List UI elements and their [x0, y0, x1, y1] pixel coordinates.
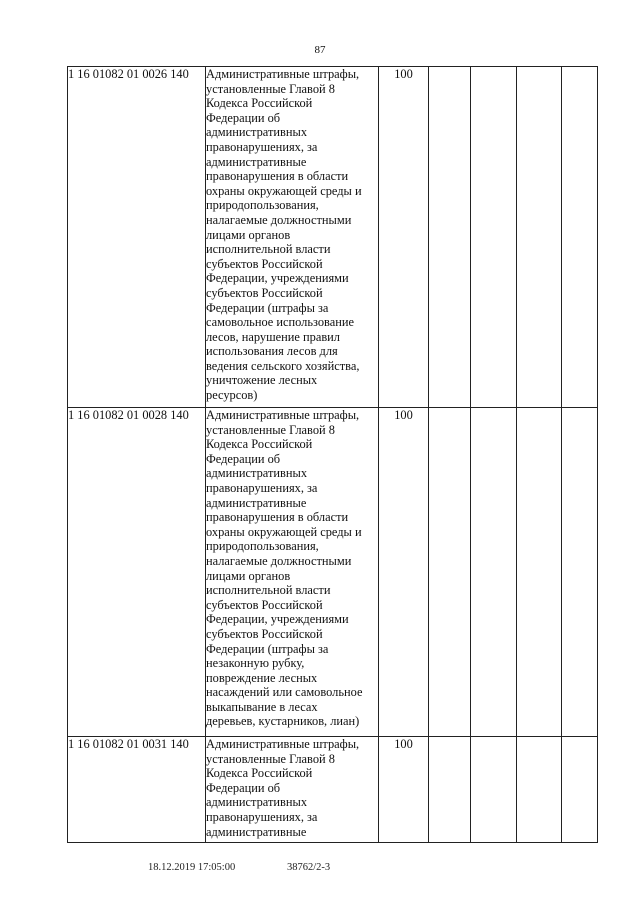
- percent-cell: 100: [379, 67, 429, 408]
- description-cell: Административные штрафы, установленные Главой 8 Кодекса Российской Федерации об административных правонарушениях, за административные: [206, 737, 379, 843]
- empty-cell: [562, 737, 598, 843]
- empty-cell: [562, 408, 598, 737]
- budget-revenue-table: [67, 66, 598, 843]
- budget-code-cell: 1 16 01082 01 0028 140: [68, 408, 206, 737]
- percent-cell: 100: [379, 408, 429, 737]
- empty-cell: [471, 408, 517, 737]
- table-row: [68, 737, 598, 843]
- empty-cell: [429, 67, 471, 408]
- table-row: [68, 408, 598, 737]
- empty-cell: [471, 737, 517, 843]
- description-cell: Административные штрафы, установленные Главой 8 Кодекса Российской Федерации об административных правонарушениях, за административные правонарушения в области охраны окружающей среды и природопользования, налагаемые должностными лицами органов исполнительной власти субъектов Российской Федерации, учреждениями субъектов Российской Федерации (штрафы за незаконную рубку, повреждение лесных насаждений или самовольное выкапывание в лесах деревьев, кустарников, лиан): [206, 408, 379, 737]
- empty-cell: [517, 737, 562, 843]
- page-number: 87: [314, 44, 326, 56]
- empty-cell: [562, 67, 598, 408]
- budget-code-cell: 1 16 01082 01 0031 140: [68, 737, 206, 843]
- budget-code-cell: 1 16 01082 01 0026 140: [68, 67, 206, 408]
- empty-cell: [471, 67, 517, 408]
- description-cell: Административные штрафы, установленные Главой 8 Кодекса Российской Федерации об административных правонарушениях, за административные правонарушения в области охраны окружающей среды и природопользования, налагаемые должностными лицами органов исполнительной власти субъектов Российской Федерации, учреждениями субъектов Российской Федерации (штрафы за самовольное использование лесов, нарушение правил использования лесов для ведения сельского хозяйства, уничтожение лесных ресурсов): [206, 67, 379, 408]
- empty-cell: [429, 737, 471, 843]
- empty-cell: [517, 408, 562, 737]
- percent-cell: 100: [379, 737, 429, 843]
- empty-cell: [429, 408, 471, 737]
- footer-datetime: 18.12.2019 17:05:00: [148, 862, 236, 873]
- table-row: [68, 67, 598, 408]
- footer-doc-id: 38762/2-3: [287, 862, 331, 873]
- empty-cell: [517, 67, 562, 408]
